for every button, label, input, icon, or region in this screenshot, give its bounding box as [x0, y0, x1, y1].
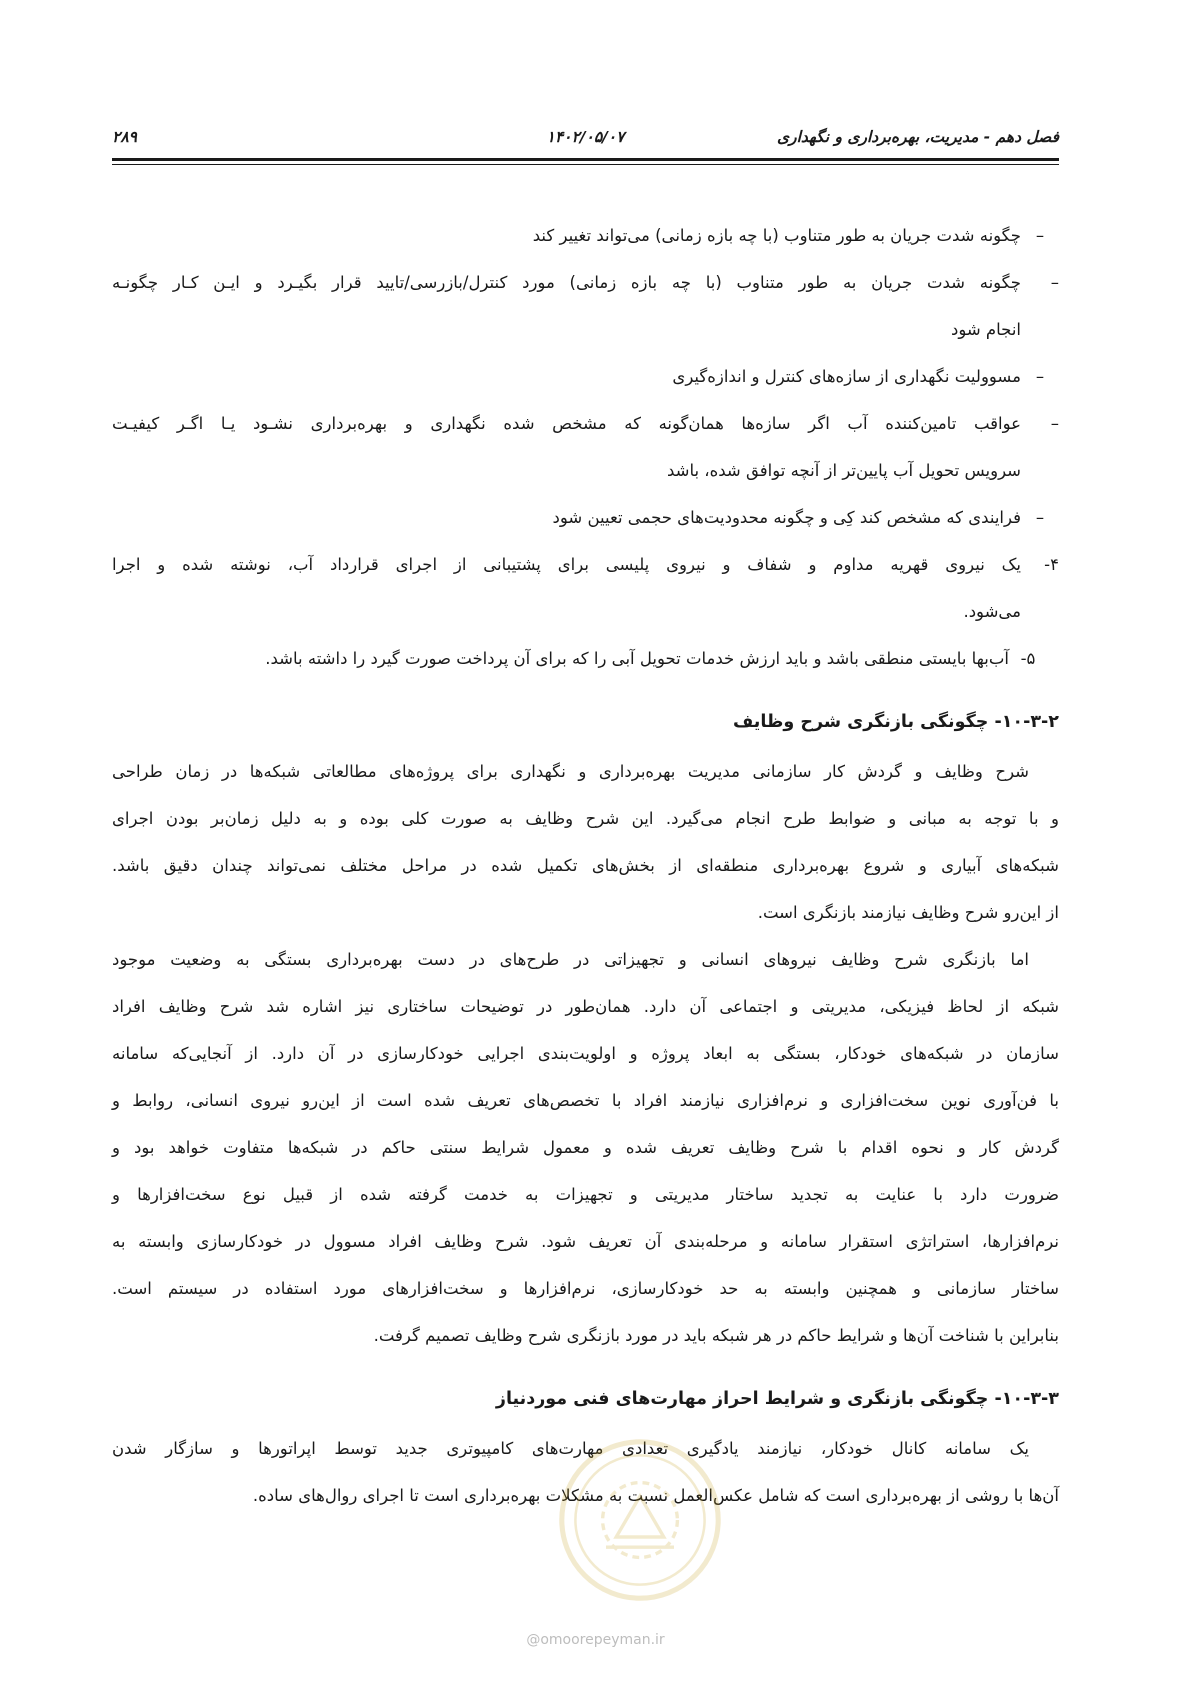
- paragraph-line: نرم‌افزارها، استراتژی استقرار سامانه و مرحله‌بندی آن تعریف شود. شرح وظایف افراد مسوول در خودکارسازی وابسته به: [112, 1232, 1059, 1251]
- paragraph-line: و با توجه به مبانی و ضوابط طرح انجام می‌گیرد. این شرح وظایف به صورت کلی بوده و به دلیل زمان‌بر بودن اجرای: [112, 809, 1059, 828]
- numbered-item-text: یک نیروی قهریه مداوم و شفاف و نیروی پلیسی برای پشتیبانی از اجرای قرارداد آب، نوشته شده و اجرا: [112, 555, 1021, 574]
- header-rule-thin: [112, 164, 1059, 165]
- paragraph-line: با فن‌آوری نوین سخت‌افزاری و نرم‌افزاری نیازمند افراد با تخصص‌های تعریف شده است از این‌رو نیروی انسانی، روابط و: [112, 1091, 1059, 1110]
- dash-bullet: –: [1035, 226, 1045, 245]
- page-body: [112, 212, 1059, 1519]
- dash-bullet: –: [1035, 367, 1045, 386]
- numbered-item-text: آب‌بها بایستی منطقی باشد و باید ارزش خدمات تحویل آبی را که برای آن پرداخت صورت گیرد را داشته باشد.: [265, 649, 1009, 668]
- paragraph-line: ضرورت دارد با عنایت به تجدید ساختار مدیریتی و تجهیزات به خدمت گرفته شده از قبیل نوع سخت‌افزارها و: [112, 1185, 1059, 1204]
- paragraph-line: شبکه‌های آبیاری و شروع بهره‌برداری منطقه‌ای از بخش‌های تکمیل شده در مراحل مختلف نمی‌تواند چندان دقیق باشد.: [112, 856, 1059, 875]
- header-rule-thick: [112, 158, 1059, 161]
- list-item: [112, 212, 1059, 259]
- paragraph-line: آن‌ها با روشی از بهره‌برداری است که شامل عکس‌العمل نسبت به مشکلات بهره‌برداری است تا اجرای روال‌های ساده.: [252, 1486, 1059, 1505]
- list-item-text: چگونه شدت جریان به طور متناوب (با چه بازه زمانی) مورد کنترل/بازرسی/تایید قرار بگیـرد و ایـن کـار چگونـه: [112, 273, 1021, 292]
- list-item: [112, 400, 1059, 447]
- list-item-text: فرایندی که مشخص کند کِی و چگونه محدودیت‌های حجمی تعیین شود: [552, 508, 1021, 527]
- paragraph-line: گردش کار و نحوه اقدام با شرح وظایف تعریف شده و معمول شرایط سنتی حاکم در شبکه‌ها متفاوت خواهد بود و: [112, 1138, 1059, 1157]
- paragraph-line: بنابراین با شناخت آن‌ها و شرایط حاکم در هر شبکه باید در مورد بازنگری شرح وظایف تصمیم گرفت.: [373, 1326, 1059, 1345]
- dash-bullet: –: [1050, 273, 1059, 292]
- section-heading: ۱۰-۳-۳- چگونگی بازنگری و شرایط احراز مهارت‌های فنی موردنیاز: [495, 1389, 1059, 1409]
- paragraph-line: سازمان در شبکه‌های خودکار، بستگی به ابعاد پروژه و اولویت‌بندی اجرایی خودکارسازی در آن دارد. از آنجایی‌که سامانه: [112, 1044, 1059, 1063]
- page-number: ۲۸۹: [112, 128, 137, 146]
- section-heading: ۱۰-۳-۲- چگونگی بازنگری شرح وظایف: [732, 712, 1059, 732]
- numbered-item-continuation: می‌شود.: [963, 602, 1021, 621]
- list-item-continuation: انجام شود: [950, 320, 1021, 339]
- numbered-item: [112, 635, 1059, 682]
- chapter-title: فصل دهم - مدیریت، بهره‌برداری و نگهداری: [776, 128, 1059, 146]
- paragraph-line: اما بازنگری شرح وظایف نیروهای انسانی و تجهیزاتی در طرح‌های در دست بهره‌برداری بستگی به وضعیت موجود: [112, 950, 1029, 969]
- paragraph-line: ساختار سازمانی و همچنین وابسته به حد خودکارسازی، نرم‌افزارها و سخت‌افزارهای مورد استفاده در سیستم است.: [112, 1279, 1059, 1298]
- page-header: [112, 128, 1059, 162]
- item-number: ۵-: [1020, 649, 1036, 668]
- numbered-item: [112, 541, 1059, 588]
- dash-bullet: –: [1035, 508, 1045, 527]
- list-item: [112, 259, 1059, 306]
- list-item: [112, 353, 1059, 400]
- list-item: [112, 494, 1059, 541]
- seal-watermark-icon: [555, 1435, 725, 1605]
- list-item-continuation: سرویس تحویل آب پایین‌تر از آنچه توافق شده، باشد: [666, 461, 1021, 480]
- paragraph-line: از این‌رو شرح وظایف نیازمند بازنگری است.: [757, 903, 1059, 922]
- dash-bullet: –: [1050, 414, 1059, 433]
- paragraph-line: شرح وظایف و گردش کار سازمانی مدیریت بهره‌برداری و نگهداری برای پروژه‌های مطالعاتی شبکه‌ها در زمان طراحی: [112, 762, 1029, 781]
- header-date: ۱۴۰۲/۰۵/۰۷: [546, 128, 625, 146]
- list-item-text: عواقب تامین‌کننده آب اگر سازه‌ها همان‌گونه که مشخص شده نگهداری و بهره‌برداری نشـود یـا اگـر کیفیـت: [112, 414, 1021, 433]
- list-item-text: مسوولیت نگهداری از سازه‌های کنترل و اندازه‌گیری: [672, 367, 1021, 386]
- paragraph-line: یک سامانه کانال خودکار، نیازمند یادگیری تعدادی مهارت‌های کامپیوتری جدید توسط اپراتورها و سازگار شدن: [112, 1439, 1029, 1458]
- site-watermark: @omoorepeyman.ir: [526, 1632, 665, 1648]
- list-item-text: چگونه شدت جریان به طور متناوب (با چه بازه زمانی) می‌تواند تغییر کند: [532, 226, 1021, 245]
- paragraph-line: شبکه از لحاظ فیزیکی، مدیریتی و اجتماعی آن دارد. همان‌طور در توضیحات ساختاری نیز اشاره شد شرح وظایف افراد: [112, 997, 1059, 1016]
- item-number: ۴-: [1044, 555, 1059, 574]
